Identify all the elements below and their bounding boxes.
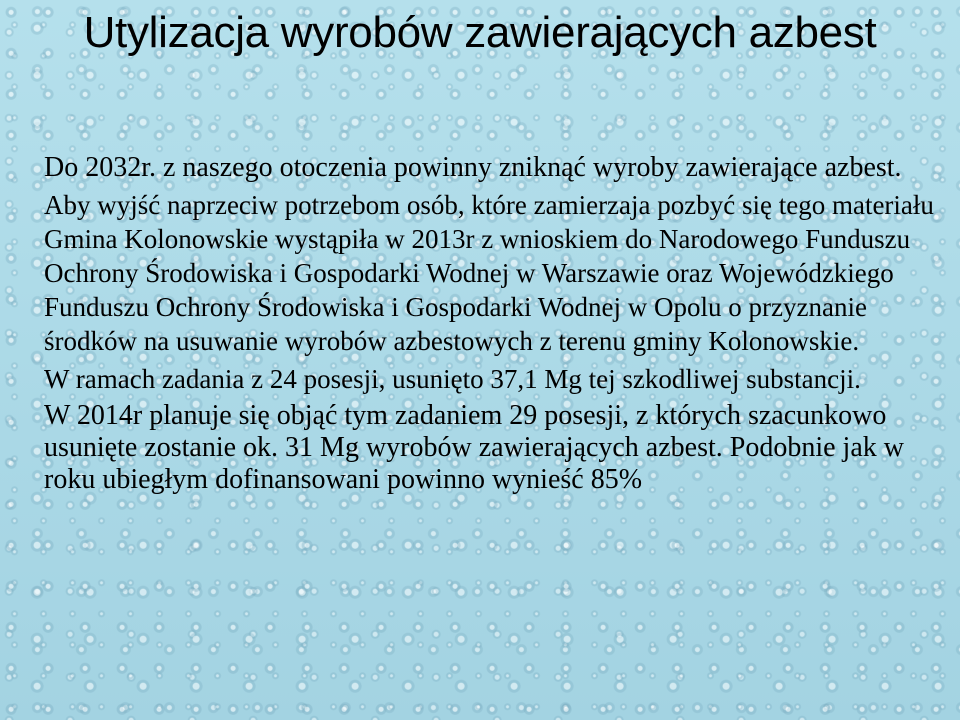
paragraph-results-2013: W ramach zadania z 24 posesji, usunięto 37,1 Mg tej szkodliwej substancji.	[44, 364, 861, 394]
slide-title: Utylizacja wyrobów zawierających azbest	[83, 8, 877, 57]
paragraph-plan-2014: W 2014r planuje się objąć tym zadaniem 29 posesji, z których szacunkowo usunięte zostanie ok. 31 Mg wyrobów zawierających azbest. Podobnie jak w roku ubiegłym dofinansowani powinno wynieść 85%	[44, 400, 904, 495]
paragraph-deadline: Do 2032r. z naszego otoczenia powinny zniknąć wyroby zawierające azbest.	[44, 152, 902, 183]
paragraph-application: Aby wyjść naprzeciw potrzebom osób, które zamierzaja pozbyć się tego materiału Gmina Kolonowskie wystąpiła w 2013r z wnioskiem do Narodowego Funduszu Ochrony Środowiska i Gospodarki Wodnej w Warszawie oraz Wojewódzkiego Funduszu Ochrony Środowiska i Gospodarki Wodnej w Opolu o przyznanie środków na usuwanie wyrobów azbestowych z terenu gminy Kolonowskie.	[44, 190, 934, 356]
slide-body	[44, 152, 944, 500]
